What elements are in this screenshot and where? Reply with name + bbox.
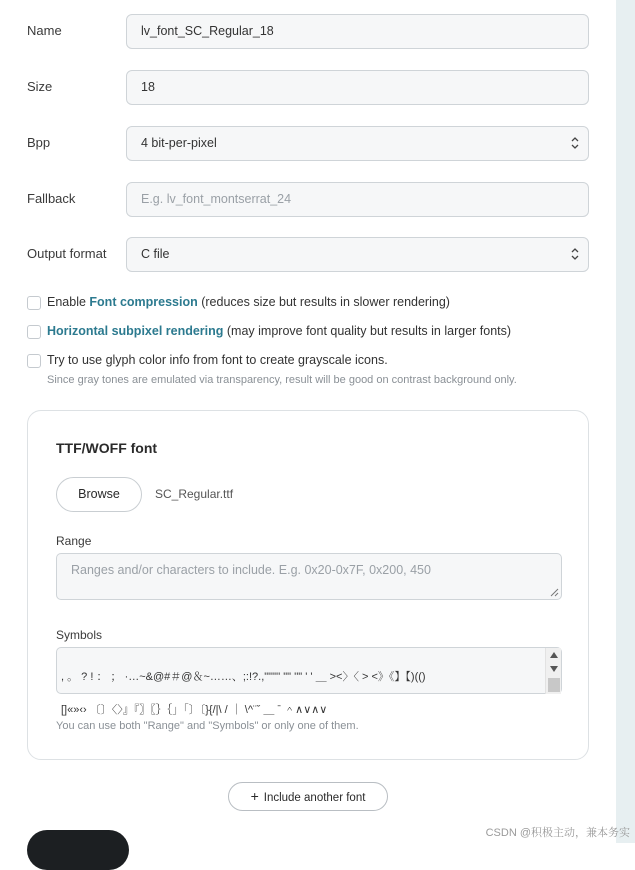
scroll-down-icon[interactable] [550,666,558,672]
bpp-label: Bpp [27,135,51,150]
bpp-row [27,126,589,162]
size-label: Size [27,79,53,94]
glyph-color-checkbox[interactable] [27,354,41,368]
output-format-row [27,237,589,273]
fallback-input[interactable]: E.g. lv_font_montserrat_24 [126,182,589,217]
scroll-up-icon[interactable] [550,652,558,658]
font-card-title: TTF/WOFF font [56,440,158,456]
output-format-select[interactable] [126,237,589,272]
resize-handle-icon[interactable] [550,588,559,597]
subpixel-suffix: (may improve font quality but results in larger fonts) [223,324,512,338]
subpixel-checkbox[interactable] [27,325,41,339]
range-label: Range [56,534,92,548]
fallback-label: Fallback [27,191,76,206]
symbols-label: Symbols [56,628,103,642]
subpixel-rendering-link[interactable]: Horizontal subpixel rendering [47,324,224,338]
range-symbols-note: You can use both "Range" and "Symbols" or only one of them. [56,720,359,732]
size-input[interactable]: 18 [126,70,589,105]
symbols-scrollbar[interactable] [545,648,561,694]
symbols-line: , 。 ? ! ： ； ·…~&@#＃@＆~……、;:!?.,"""'' "" ''" ' ' ＿ ><〉〈 > <》《】【)(() [61,671,426,683]
compression-checkbox[interactable] [27,296,41,310]
browse-button[interactable]: Browse [56,477,142,512]
glyph-color-text: Try to use glyph color info from font to create grayscale icons. [47,353,388,367]
output-format-selected-value: C file [141,247,170,261]
fallback-row [27,182,589,218]
name-label: Name [27,23,62,38]
glyph-color-hint: Since gray tones are emulated via transparency, result will be good on contrast background only. [47,374,517,386]
selected-file-name: SC_Regular.ttf [155,487,234,501]
compression-suffix: (reduces size but results in slower rendering) [197,295,450,309]
compression-prefix: Enable [47,295,90,309]
bpp-selected-value: 4 bit-per-pixel [141,136,217,150]
scrollbar-thumb[interactable] [548,678,560,692]
include-another-font-label: Include another font [263,792,366,804]
size-row [27,70,589,106]
font-compression-link[interactable]: Font compression [89,295,198,309]
name-row [27,14,589,50]
watermark-text: CSDN @积极主动，兼本务实 [485,827,630,839]
bpp-select[interactable] [126,126,589,161]
range-textarea[interactable] [56,553,562,600]
compression-text [47,295,450,309]
include-another-font-button[interactable] [228,782,388,811]
symbols-line: []«»‹› 〔〕〈〉』『〗〖｝｛」「〕〔}{/|\ / ｜ \^¨ˇ ＿ ˉ ＾∧∨∧∨ [61,704,328,716]
output-format-label: Output format [27,246,107,261]
font-card [27,410,589,760]
subpixel-text [47,324,511,338]
symbols-textarea[interactable] [56,647,562,716]
select-arrows-icon [571,247,579,261]
plus-icon: + [250,788,259,804]
range-placeholder: Ranges and/or characters to include. E.g. 0x20-0x7F, 0x200, 450 [71,563,431,577]
submit-button[interactable] [27,830,129,870]
page-edge-strip [616,0,635,843]
name-input[interactable]: lv_font_SC_Regular_18 [126,14,589,49]
select-arrows-icon [571,136,579,150]
